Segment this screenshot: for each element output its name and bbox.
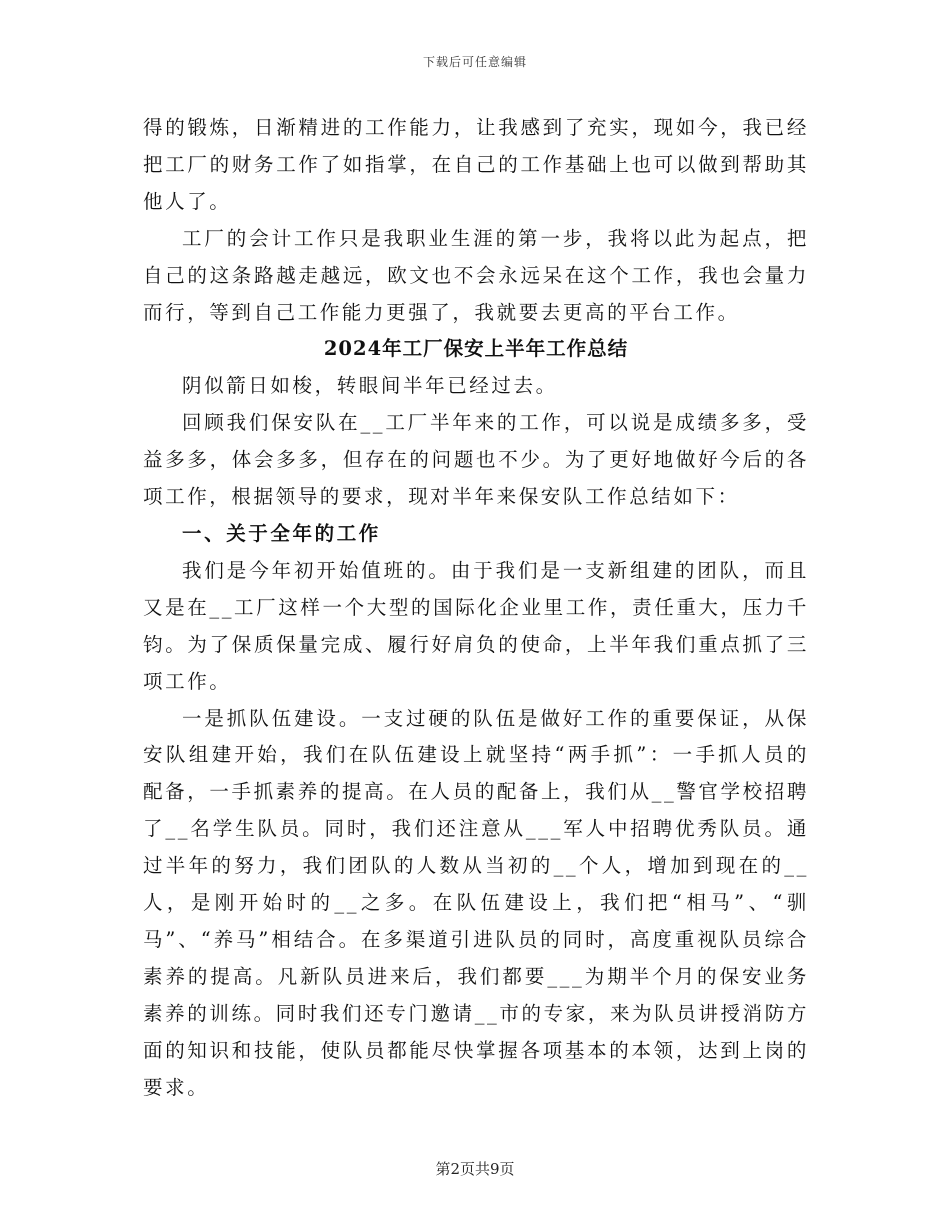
paragraph: 一是抓队伍建设。一支过硬的队伍是做好工作的重要保证，从保安队组建开始，我们在队伍建设上就坚持“两手抓”：一手抓人员的配备，一手抓素养的提高。在人员的配备上，我们从__警官学校招聘了__名学生队员。同时，我们还注意从___军人中招聘优秀队员。通过半年的努力，我们团队的人数从当初的__个人，增加到现在的__人，是刚开始时的__之多。在队伍建设上，我们把“相马”、“驯马”、“养马”相结合。在多渠道引进队员的同时，高度重视队员综合素养的提高。凡新队员进来后，我们都要___为期半个月的保安业务素养的训练。同时我们还专门邀请__市的专家，来为队员讲授消防方面的知识和技能，使队员都能尽快掌握各项基本的本领，达到上岗的要求。 [143, 706, 809, 1099]
page-header: 下载后可任意编辑 [422, 55, 527, 69]
paragraph-continued: 得的锻炼，日渐精进的工作能力，让我感到了充实，现如今，我已经把工厂的财务工作了如指掌，在自己的工作基础上也可以做到帮助其他人了。 [143, 116, 809, 213]
paragraph: 阴似箭日如梭，转眼间半年已经过去。 [182, 374, 558, 398]
paragraph: 我们是今年初开始值班的。由于我们是一支新组建的团队，而且又是在__工厂这样一个大型的国际化企业里工作，责任重大，压力千钧。为了保质保量完成、履行好肩负的使命，上半年我们重点抓了三项工作。 [143, 558, 809, 693]
section-heading: 一、关于全年的工作 [182, 521, 381, 545]
paragraph: 回顾我们保安队在__工厂半年来的工作，可以说是成绩多多，受益多多，体会多多，但存在的问题也不少。为了更好地做好今后的各项工作，根据领导的要求，现对半年来保安队工作总结如下： [143, 411, 809, 509]
document-body [143, 110, 809, 1106]
paragraph: 工厂的会计工作只是我职业生涯的第一步，我将以此为起点，把自己的这条路越走越远，欧文也不会永远呆在这个工作，我也会量力而行，等到自己工作能力更强了，我就要去更高的平台工作。 [143, 226, 809, 324]
document-title: 2024年工厂保安上半年工作总结 [323, 337, 629, 361]
page-number: 第2页共9页 [435, 1160, 515, 1178]
